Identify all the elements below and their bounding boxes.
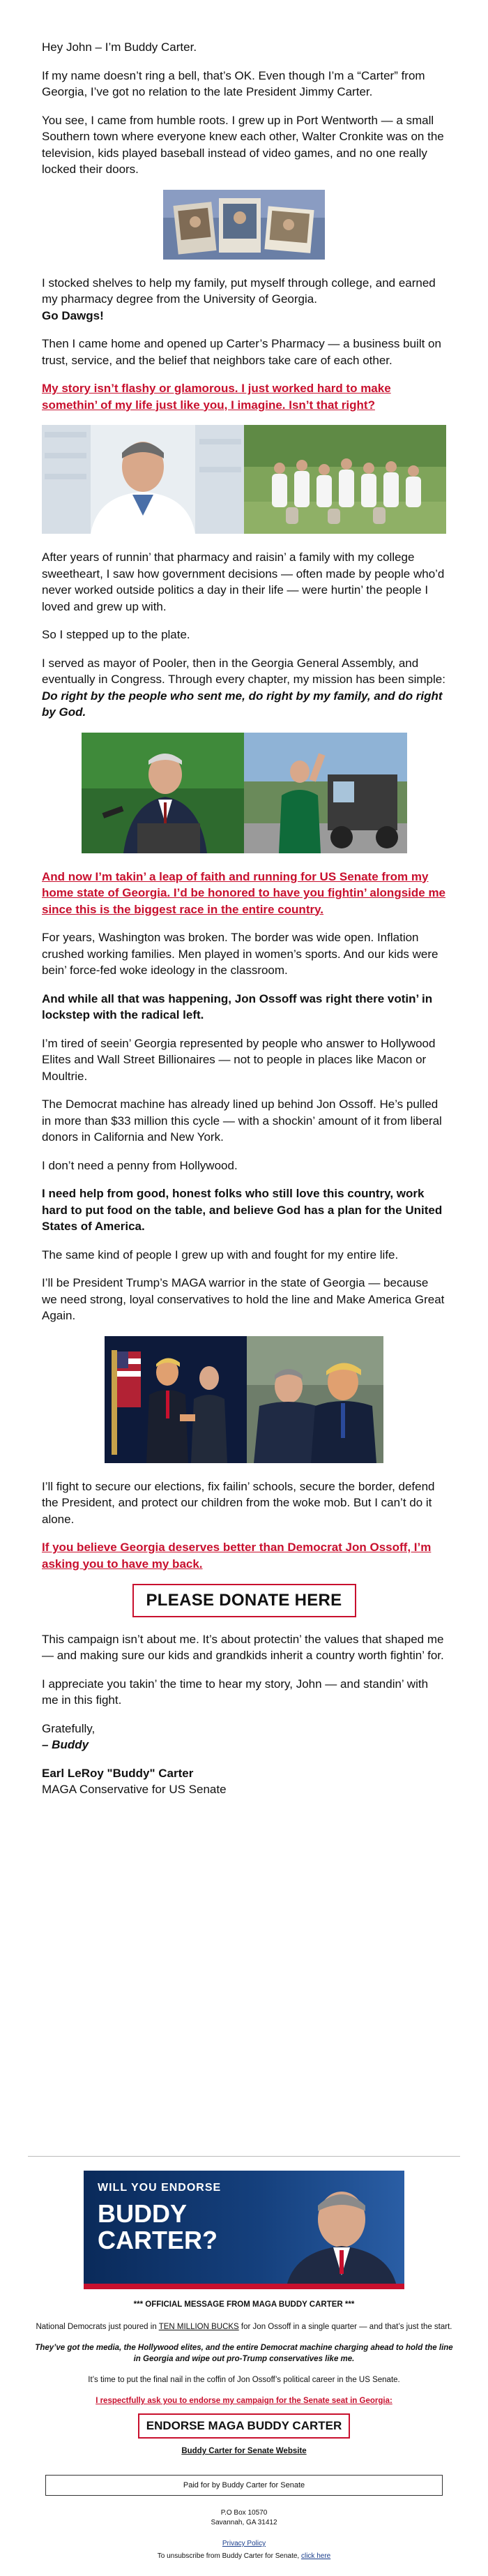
photo-row-campaign [42,733,446,853]
closing: Gratefully, – Buddy [42,1721,96,1751]
endorse-request-link[interactable]: I respectfully ask you to endorse my campaign for the Senate seat in Georgia: [96,2397,392,2405]
unsubscribe-line: To unsubscribe from Buddy Carter for Senate, click here [157,2552,331,2560]
family-group-photo-image [244,425,446,534]
senate-run-link[interactable]: And now I’m takin’ a leap of faith and running for US Senate from my home state of Georgia. I’d be honored to have you fightin’ alongside me since this is the biggest race in the entire country. [42,869,446,916]
paragraph: This campaign isn’t about me. It’s about protectin’ the values that shaped me — and making sure our kids and grandkids inherit a country worth fightin’ for. [42,1632,444,1662]
paragraph: Then I came home and opened up Carter’s Pharmacy — a business built on trust, service, and the belief that neighbors take care of each other. [42,337,441,367]
paragraph: I’ll be President Trump’s MAGA warrior in the state of Georgia — because we need strong, loyal conservatives to hold the line and Make America Great Again. [42,1276,445,1322]
photo-row-trump [42,1336,446,1463]
endorse-button[interactable]: ENDORSE MAGA BUDDY CARTER [138,2413,351,2439]
email-footer [0,2156,488,2561]
paragraph: If my name doesn’t ring a bell, that’s OK. Even though I’m a “Carter” from Georgia, I’ve got no relation to the late President Jimmy Carter. [42,68,425,98]
red-link-paragraph [42,869,446,918]
speech-podium-image [82,733,244,853]
paragraph: I’m tired of seein’ Georgia represented by people who answer to Hollywood Elites and Wall Street Billionaires — not to people in places like Macon or Moultrie. [42,1036,436,1083]
banner-line-1: WILL YOU ENDORSE [98,2182,222,2194]
official-message: *** OFFICIAL MESSAGE FROM MAGA BUDDY CARTER *** [133,2300,355,2309]
story-link[interactable]: My story isn’t flashy or glamorous. I just worked hard to make somethin’ of my life just like you, I imagine. Isn’t that right? [42,382,391,412]
signature [42,1765,446,1798]
paragraph: The Democrat machine has already lined up behind Jon Ossoff. He’s pulled in more than $33 million this cycle — with a shockin’ amount of it from liberal donors in California and New York. [42,1098,442,1144]
footer-paragraph: National Democrats just poured in TEN MILLION BUCKS for Jon Ossoff in a single quarter — and that’s just the start. [36,2323,452,2331]
footer-paragraph: It’s time to put the final nail in the coffin of Jon Ossoff’s political career in the US Senate. [88,2376,400,2384]
endorse-banner[interactable] [84,2171,404,2289]
photo-row-pharmacy-family [42,425,446,534]
trump-portrait-image [247,1336,383,1463]
footer-paragraph-italic: They’ve got the media, the Hollywood elites, and the entire Democrat machine charging ahead to hold the line in Georgia and wipe out pro-Trump conservatives like me. [35,2344,453,2363]
red-link-paragraph [42,380,446,413]
ten-million-link[interactable]: TEN MILLION BUCKS [158,2323,239,2331]
paragraph: I served as mayor of Pooler, then in the Georgia General Assembly, and eventually in Congress. Through every chapter, my mission has been simple: Do right by the people who sent me, do right by my family, and do right by God. [42,656,445,719]
paragraph: So I stepped up to the plate. [42,628,190,641]
donate-button[interactable]: PLEASE DONATE HERE [132,1584,356,1617]
mission-statement: Do right by the people who sent me, do right by my family, and do right by God. [42,689,443,719]
paragraph-bold: And while all that was happening, Jon Ossoff was right there votin’ in lockstep with the radical left. [42,991,433,1021]
paragraph-bold: I need help from good, honest folks who still love this country, work hard to put food on the table, and believe God has a plan for the United States of America. [42,1187,443,1233]
pharmacist-portrait-image [42,425,244,534]
go-dawgs-text: Go Dawgs! [42,308,104,322]
paragraph: For years, Washington was broken. The border was wide open. Inflation crushed working families. Men played in women’s sports. And our kids were bein’ force-fed woke ideology in the classroom. [42,931,439,977]
paragraph: You see, I came from humble roots. I grew up in Port Wentworth — a small Southern town where everyone knew each other, Walter Cronkite was on the television, kids played baseball instead of video games, and no one really locked their doors. [42,113,444,176]
closing-name: – Buddy [42,1738,89,1751]
paragraph: I don’t need a penny from Hollywood. [42,1158,238,1172]
red-link-paragraph [42,1539,446,1572]
banner-red-stripe [84,2284,404,2289]
privacy-policy-link: Privacy Policy [222,2540,266,2547]
banner-line-3: CARTER? [98,2226,218,2254]
paragraph: After years of runnin’ that pharmacy and raisin’ a family with my college sweetheart, I saw how government decisions — often made by people who’d never worked outside politics a day in their life — were hurtin’ the people I loved and grew up with. [42,551,445,613]
photo-row-family-memories [42,190,446,260]
endorse-button-wrap [0,2413,488,2439]
signature-name: Earl LeRoy "Buddy" Carter [42,1766,194,1780]
footer-divider [28,2156,460,2157]
parade-wave-image [244,733,407,853]
banner-line-2: BUDDY [98,2199,188,2228]
paragraph: I stocked shelves to help my family, put myself through college, and earned my pharmacy degree from the University of Georgia. Go Dawgs! [42,276,436,322]
paid-for-text: Paid for by Buddy Carter for Senate [183,2481,305,2489]
unsubscribe-link[interactable]: click here [300,2552,331,2560]
website-link[interactable]: Buddy Carter for Senate Website [181,2447,307,2455]
signature-title: MAGA Conservative for US Senate [42,1783,227,1796]
trump-handshake-image [105,1336,247,1463]
family-photos-image [163,190,325,260]
paragraph: I appreciate you takin’ the time to hear my story, John — and standin’ with me in this fight. [42,1677,429,1707]
paragraph: I’ll fight to secure our elections, fix failin’ schools, secure the border, defend the President, and protect our children from the woke mob. But I can’t do it alone. [42,1479,435,1526]
candidate-portrait-image [272,2171,404,2289]
have-my-back-link[interactable]: If you believe Georgia deserves better than Democrat Jon Ossoff, I’m asking you to have my back. [42,1541,432,1571]
greeting: Hey John – I’m Buddy Carter. [42,40,197,54]
paid-for-box [45,2475,443,2496]
paragraph: The same kind of people I grew up with and fought for my entire life. [42,1248,399,1261]
donate-button-wrap [42,1584,446,1617]
po-box: P.O Box 10570 [220,2509,268,2517]
city-state: Savannah, GA 31412 [211,2519,277,2526]
